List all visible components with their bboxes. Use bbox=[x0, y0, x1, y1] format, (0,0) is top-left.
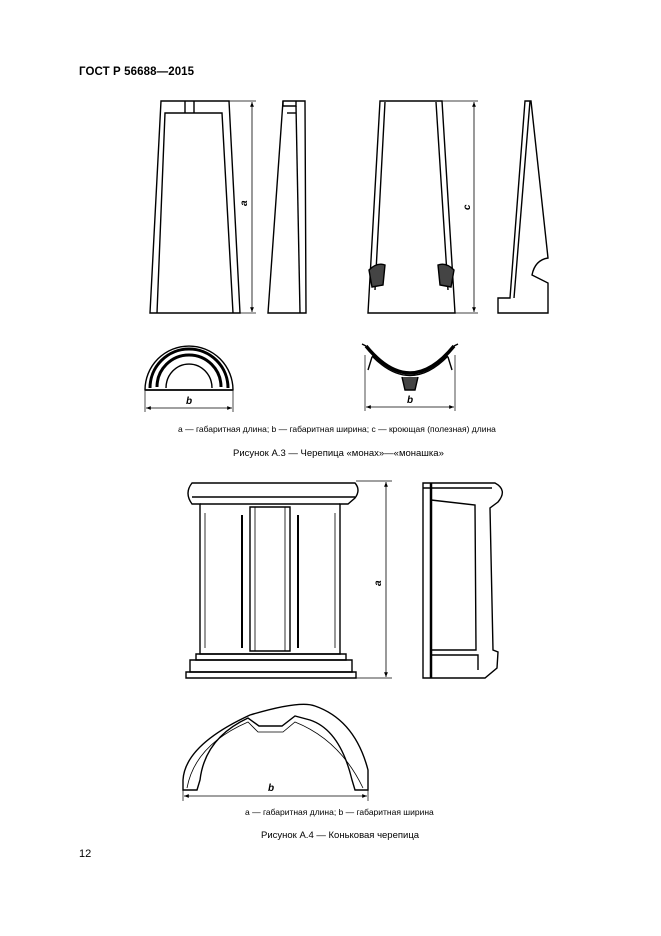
figure-a3-legend: a — габаритная длина; b — габаритная ширина; c — кроющая (полезная) длина bbox=[178, 424, 496, 434]
dim-label-b-fig4: b bbox=[268, 783, 275, 794]
dim-label-c: c bbox=[462, 204, 473, 210]
dimension-a-fig3 bbox=[229, 101, 256, 313]
dim-label-a-fig4: a bbox=[373, 580, 384, 586]
ridge-tile-cross-section bbox=[183, 704, 368, 790]
monk-tile-front-view bbox=[150, 101, 240, 313]
nun-tile-front-view bbox=[368, 101, 455, 313]
figure-a4-legend: a — габаритная длина; b — габаритная ширина bbox=[245, 807, 434, 817]
document-header: ГОСТ Р 56688—2015 bbox=[79, 66, 195, 78]
figure-a3-title: Рисунок А.3 — Черепица «монах»—«монашка» bbox=[233, 448, 444, 459]
dim-label-b-right: b bbox=[407, 395, 414, 406]
dimension-b-fig4 bbox=[183, 783, 368, 801]
figure-a4-title: Рисунок А.4 — Коньковая черепица bbox=[261, 830, 420, 841]
dimension-b-fig3-left bbox=[145, 391, 233, 412]
page-number: 12 bbox=[79, 848, 92, 860]
monk-tile-side-view bbox=[268, 101, 306, 313]
ridge-tile-front-view bbox=[186, 483, 358, 678]
dim-label-b-left: b bbox=[186, 396, 193, 407]
monk-tile-cross-section bbox=[145, 346, 233, 390]
dim-label-a: a bbox=[239, 200, 250, 206]
nun-tile-side-view bbox=[498, 101, 548, 313]
ridge-tile-side-view bbox=[423, 483, 502, 678]
dimension-a-fig4 bbox=[356, 481, 392, 678]
nun-tile-cross-section bbox=[362, 344, 458, 390]
